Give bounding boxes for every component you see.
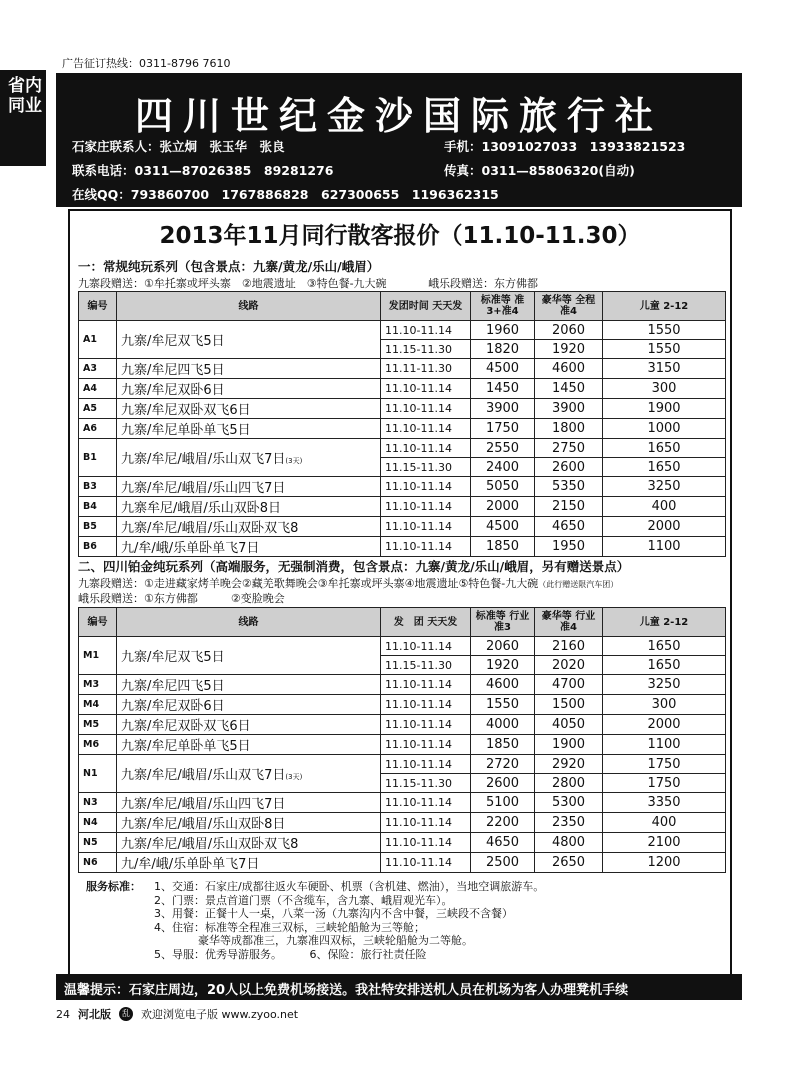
publication-logo-icon: 乱: [119, 1007, 133, 1021]
row-luxury: 2750: [535, 439, 603, 458]
row-luxury: 2800: [535, 774, 603, 793]
row-route-text: 九寨/牟尼/峨眉/乐山双飞7日: [121, 768, 286, 783]
section1-gift-jiuzhai: 九寨段赠送：①牟托寨或坪头寨 ②地震遗址 ③特色餐-九大碗: [78, 277, 387, 290]
row-luxury: 5350: [535, 477, 603, 497]
row-luxury: 2060: [535, 321, 603, 340]
website-link[interactable]: 欢迎浏览电子版 www.zyoo.net: [141, 1008, 299, 1021]
row-child: 1200: [603, 853, 726, 873]
row-code: N5: [79, 833, 117, 853]
col-standard: 标准等 行业准3: [471, 608, 535, 637]
row-standard: 2060: [471, 637, 535, 656]
row-child: 1550: [603, 321, 726, 340]
col-date: 发 团 天天发: [381, 608, 471, 637]
mobile-numbers: 手机：13091027033 13933821523: [444, 139, 686, 154]
row-route: 九寨/牟尼双飞5日: [117, 637, 381, 675]
row-route: 九寨/牟尼双卧6日: [117, 695, 381, 715]
section2-gift-note: （此行赠送限汽车团）: [538, 580, 619, 589]
row-route-note: (3天): [285, 457, 303, 465]
page-number: 24: [56, 1007, 70, 1021]
fax-number: 传真：0311—85806320(自动): [444, 163, 635, 178]
row-child: 1900: [603, 399, 726, 419]
row-child: 3150: [603, 359, 726, 379]
row-date: 11.10-11.14: [381, 637, 471, 656]
row-date: 11.10-11.14: [381, 439, 471, 458]
table-row: [79, 359, 726, 379]
row-standard: 2550: [471, 439, 535, 458]
row-luxury: 2600: [535, 458, 603, 477]
row-code: N6: [79, 853, 117, 873]
row-date: 11.10-11.14: [381, 735, 471, 755]
row-child: 2100: [603, 833, 726, 853]
row-standard: 1920: [471, 656, 535, 675]
table-row: [79, 833, 726, 853]
service-row: [86, 907, 544, 921]
row-route: 九寨/牟尼单卧单飞5日: [117, 419, 381, 439]
row-child: 1750: [603, 755, 726, 774]
phone-numbers: 联系电话：0311—87026385 89281276: [72, 163, 334, 178]
row-code: N4: [79, 813, 117, 833]
row-code: N3: [79, 793, 117, 813]
table-row: [79, 715, 726, 735]
row-luxury: 1950: [535, 537, 603, 557]
row-standard: 5100: [471, 793, 535, 813]
row-child: 3350: [603, 793, 726, 813]
row-date: 11.10-11.14: [381, 497, 471, 517]
row-luxury: 1450: [535, 379, 603, 399]
row-route: 九寨/牟尼/峨眉/乐山四飞7日: [117, 477, 381, 497]
row-standard: 1450: [471, 379, 535, 399]
row-date: 11.10-11.14: [381, 321, 471, 340]
page-footer: [56, 1006, 298, 1022]
row-route: 九寨/牟尼双卧双飞6日: [117, 715, 381, 735]
price-sheet: [68, 209, 732, 979]
row-standard: 4650: [471, 833, 535, 853]
row-standard: 1750: [471, 419, 535, 439]
table-row: [79, 379, 726, 399]
col-route: 线路: [117, 292, 381, 321]
row-standard: 2000: [471, 497, 535, 517]
table-row: [79, 419, 726, 439]
section2-gift-jiuzhai: [78, 575, 724, 591]
row-date: 11.10-11.14: [381, 813, 471, 833]
row-route: 九寨/牟尼四飞5日: [117, 675, 381, 695]
table-row: [79, 517, 726, 537]
agency-header: [56, 73, 742, 207]
row-standard: 1820: [471, 340, 535, 359]
row-route: 九/牟/峨/乐单卧单飞7日: [117, 853, 381, 873]
row-route: 九/牟/峨/乐单卧单飞7日: [117, 537, 381, 557]
row-luxury: 1920: [535, 340, 603, 359]
row-code: M3: [79, 675, 117, 695]
row-luxury: 4700: [535, 675, 603, 695]
table-header: [79, 608, 726, 637]
service-row: [86, 880, 544, 894]
row-child: 3250: [603, 675, 726, 695]
section1-gifts: [78, 275, 724, 291]
row-standard: 4500: [471, 517, 535, 537]
row-child: 1550: [603, 340, 726, 359]
service-row: [86, 921, 544, 935]
row-date: 11.15-11.30: [381, 340, 471, 359]
table-header: [79, 292, 726, 321]
row-date: 11.15-11.30: [381, 774, 471, 793]
col-luxury: 豪华等 全程准4: [535, 292, 603, 321]
col-child: 儿童 2-12: [603, 292, 726, 321]
warm-tip-banner: 温馨提示：石家庄周边，20人以上免费机场接送。我社特安排送机人员在机场为客人办理凳机手续: [56, 974, 742, 1000]
col-luxury: 豪华等 行业准4: [535, 608, 603, 637]
row-route: 九寨/牟尼双卧双飞6日: [117, 399, 381, 419]
row-code: B5: [79, 517, 117, 537]
table-row: [79, 497, 726, 517]
ad-hotline: 广告征订热线：0311-8796 7610: [62, 57, 231, 70]
row-luxury: 3900: [535, 399, 603, 419]
sjz-contacts: 石家庄联系人：张立炯 张玉华 张良: [72, 139, 285, 154]
service-row: [86, 934, 544, 948]
row-child: 1650: [603, 637, 726, 656]
service-line: 4、住宿：标准等全程准三双标，三峡轮船舱为三等舱；: [154, 920, 425, 934]
service-line: 1、交通：石家庄/成都往返火车硬卧、机票（含机建、燃油），当地空调旅游车。: [154, 880, 545, 893]
row-child: 1100: [603, 537, 726, 557]
row-luxury: 5300: [535, 793, 603, 813]
row-route: 九寨/牟尼双卧6日: [117, 379, 381, 399]
row-standard: 4500: [471, 359, 535, 379]
row-code: M5: [79, 715, 117, 735]
table-row: [79, 735, 726, 755]
row-child: 300: [603, 379, 726, 399]
row-standard: 1850: [471, 537, 535, 557]
row-luxury: 1500: [535, 695, 603, 715]
section2-price-table: [78, 607, 726, 873]
service-row: [86, 948, 544, 962]
row-standard: 1960: [471, 321, 535, 340]
col-route: 线路: [117, 608, 381, 637]
edition-label: 河北版: [78, 1008, 111, 1021]
row-code: B1: [79, 439, 117, 477]
row-code: M1: [79, 637, 117, 675]
row-luxury: 4050: [535, 715, 603, 735]
service-line: 5、导服：优秀导游服务。 6、保险：旅行社责任险: [154, 947, 427, 961]
section1-title: 一：常规纯玩系列（包含景点：九寨/黄龙/乐山/峨眉）: [78, 259, 380, 274]
table-row: [79, 637, 726, 656]
table-row: [79, 477, 726, 497]
row-date: 11.10-11.14: [381, 793, 471, 813]
row-child: 400: [603, 497, 726, 517]
col-code: 编号: [79, 608, 117, 637]
row-code: A5: [79, 399, 117, 419]
row-child: 1650: [603, 439, 726, 458]
table-row: [79, 399, 726, 419]
row-date: 11.10-11.14: [381, 755, 471, 774]
row-luxury: 2160: [535, 637, 603, 656]
row-child: 1650: [603, 656, 726, 675]
row-code: M6: [79, 735, 117, 755]
row-luxury: 2920: [535, 755, 603, 774]
section-tab-line-2: 同业: [8, 96, 42, 116]
service-line: 3、用餐：正餐十人一桌，八菜一汤（九寨沟内不含中餐，三峡段不含餐）: [154, 907, 513, 920]
row-standard: 2500: [471, 853, 535, 873]
row-route: [117, 439, 381, 477]
row-date: 11.11-11.30: [381, 359, 471, 379]
row-date: 11.10-11.14: [381, 833, 471, 853]
row-child: 400: [603, 813, 726, 833]
row-luxury: 4800: [535, 833, 603, 853]
row-code: M4: [79, 695, 117, 715]
row-date: 11.10-11.14: [381, 399, 471, 419]
row-code: A1: [79, 321, 117, 359]
row-code: B6: [79, 537, 117, 557]
row-luxury: 2020: [535, 656, 603, 675]
company-name: 四川世纪金沙国际旅行社: [134, 93, 663, 138]
col-date: 发团时间 天天发: [381, 292, 471, 321]
row-standard: 1850: [471, 735, 535, 755]
row-code: A3: [79, 359, 117, 379]
row-luxury: 2650: [535, 853, 603, 873]
row-code: B3: [79, 477, 117, 497]
row-route: 九寨/牟尼/峨眉/乐山双卧双飞8: [117, 833, 381, 853]
row-route: 九寨/牟尼/峨眉/乐山四飞7日: [117, 793, 381, 813]
service-line: 豪华等成都准三，九寨准四双标，三峡轮船舱为二等舱。: [154, 934, 473, 947]
row-child: 300: [603, 695, 726, 715]
section1-gift-emei: 峨乐段赠送：东方佛都: [428, 277, 539, 290]
row-standard: 2720: [471, 755, 535, 774]
section-tab-line-1: 省内: [8, 76, 42, 96]
row-route: 九寨/牟尼双飞5日: [117, 321, 381, 359]
table-row: [79, 675, 726, 695]
row-route: [117, 755, 381, 793]
row-child: 2000: [603, 517, 726, 537]
row-luxury: 2150: [535, 497, 603, 517]
row-date: 11.10-11.14: [381, 517, 471, 537]
table-row: [79, 813, 726, 833]
row-date: 11.10-11.14: [381, 695, 471, 715]
table-row: [79, 321, 726, 340]
page-title: 2013年11月同行散客报价（11.10-11.30）: [159, 223, 641, 249]
row-route-note: (3天): [285, 773, 303, 781]
row-route-text: 九寨/牟尼/峨眉/乐山双飞7日: [121, 452, 286, 467]
table-row: [79, 853, 726, 873]
row-code: N1: [79, 755, 117, 793]
row-child: 2000: [603, 715, 726, 735]
table-row: [79, 537, 726, 557]
section2-gift-emei: 峨乐段赠送：①东方佛都 ②变脸晚会: [78, 592, 285, 605]
row-child: 1750: [603, 774, 726, 793]
section2-title: 二、四川铂金纯玩系列（高端服务，无强制消费，包含景点：九寨/黄龙/乐山/峨眉，另有赠送景点）: [78, 559, 630, 574]
row-standard: 4600: [471, 675, 535, 695]
col-child: 儿童 2-12: [603, 608, 726, 637]
row-date: 11.10-11.14: [381, 853, 471, 873]
row-standard: 1550: [471, 695, 535, 715]
table-row: [79, 755, 726, 774]
row-standard: 2400: [471, 458, 535, 477]
row-date: 11.15-11.30: [381, 656, 471, 675]
row-standard: 4000: [471, 715, 535, 735]
row-standard: 2200: [471, 813, 535, 833]
row-luxury: 1800: [535, 419, 603, 439]
table-row: [79, 439, 726, 458]
table-row: [79, 793, 726, 813]
section1-price-table: [78, 291, 726, 557]
row-date: 11.15-11.30: [381, 458, 471, 477]
row-route: 九寨/牟尼/峨眉/乐山双卧8日: [117, 813, 381, 833]
row-luxury: 4600: [535, 359, 603, 379]
row-route: 九寨牟尼/峨眉/乐山双卧8日: [117, 497, 381, 517]
row-date: 11.10-11.14: [381, 477, 471, 497]
row-date: 11.10-11.14: [381, 675, 471, 695]
row-standard: 5050: [471, 477, 535, 497]
row-luxury: 4650: [535, 517, 603, 537]
row-date: 11.10-11.14: [381, 537, 471, 557]
service-line: 2、门票：景点首道门票（不含缆车，含九寨、峨眉观光车）。: [154, 893, 453, 907]
service-row: [86, 894, 544, 908]
row-route: 九寨/牟尼四飞5日: [117, 359, 381, 379]
section2-gift-jiuzhai-text: 九寨段赠送：①走进藏家烤羊晚会②藏羌歌舞晚会③牟托寨或坪头寨④地震遗址⑤特色餐-九大碗: [78, 577, 539, 590]
row-child: 3250: [603, 477, 726, 497]
row-code: A6: [79, 419, 117, 439]
row-date: 11.10-11.14: [381, 419, 471, 439]
row-child: 1100: [603, 735, 726, 755]
row-date: 11.10-11.14: [381, 379, 471, 399]
col-standard: 标准等 准3+准4: [471, 292, 535, 321]
table-row: [79, 695, 726, 715]
row-code: A4: [79, 379, 117, 399]
row-luxury: 1900: [535, 735, 603, 755]
row-route: 九寨/牟尼/峨眉/乐山双卧双飞8: [117, 517, 381, 537]
row-route: 九寨/牟尼单卧单飞5日: [117, 735, 381, 755]
row-standard: 3900: [471, 399, 535, 419]
row-standard: 2600: [471, 774, 535, 793]
row-child: 1650: [603, 458, 726, 477]
service-label: 服务标准：: [86, 880, 141, 893]
row-child: 1000: [603, 419, 726, 439]
section-tab: [0, 70, 46, 166]
row-date: 11.10-11.14: [381, 715, 471, 735]
service-standards: [86, 880, 544, 961]
row-luxury: 2350: [535, 813, 603, 833]
col-code: 编号: [79, 292, 117, 321]
qq-numbers: 在线QQ：793860700 1767886828 627300655 1196362315: [72, 187, 499, 202]
row-code: B4: [79, 497, 117, 517]
